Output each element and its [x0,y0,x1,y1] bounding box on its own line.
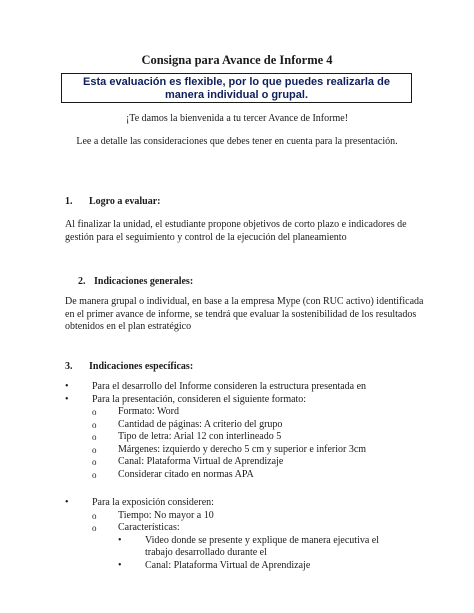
section-2-body: De manera grupal o individual, en base a la empresa Mype (con RUC activo) identificada en el primer avance de informe, se tendrá que evaluar la sostenibilidad de los resultados obtenidos en el plan estratégico [65,296,424,332]
format-item: o Canal: Plataforma Virtual de Aprendizaje [92,456,284,467]
circle-bullet-icon: o [92,407,97,417]
format-item: o Cantidad de páginas: A criterio del grupo [92,418,283,430]
section-3-number: 3. [65,361,73,372]
circle-bullet-icon: o [92,444,97,455]
welcome-text: ¡Te damos la bienvenida a tu tercer Avance de Informe! [125,113,349,124]
format-item: o Considerar citado en normas APA [92,468,254,480]
bullet-icon: • [118,559,122,571]
section-3-title: Indicaciones específicas: [89,361,194,372]
circle-bullet-icon: o [92,523,97,533]
format-item: o Tipo de letra: Arial 12 con interlineado 5 [92,431,282,442]
section-1-title: Logro a evaluar: [89,196,161,207]
section-1-body: Al finalizar la unidad, el estudiante propone objetivos de corto plazo e indicadores de gestión para el seguimiento y control de la ejecución del planeamiento [65,219,407,243]
bullet-icon: • [65,381,69,392]
section-2-title: Indicaciones generales: [94,276,194,287]
bullet-icon: • [118,534,122,546]
section-2-number: 2. [78,276,86,287]
list-item: • Para el desarrollo del Informe consideren la estructura presentada en [65,381,367,392]
circle-bullet-icon: o [92,419,97,430]
flexibility-notice-box: Esta evaluación es flexible, por lo que puedes realizarla de manera individual o grupal. [61,73,412,103]
circle-bullet-icon: o [92,432,97,442]
specific-indications-list [65,381,445,572]
format-item: o Márgenes: izquierdo y derecho 5 cm y superior e inferior 3cm [92,443,367,455]
instructions-text: Lee a detalle las consideraciones que debes tener en cuenta para la presentación. [76,136,398,147]
document-title: Consigna para Avance de Informe 4 [141,53,333,67]
characteristics-item: • Canal: Plataforma Virtual de Aprendizaje [118,559,311,571]
circle-bullet-icon: o [92,510,97,521]
section-3-heading [65,361,193,372]
exposition-item: o Características: [92,522,180,533]
format-item: o Formato: Word [92,406,179,417]
exposition-item: o Tiempo: No mayor a 10 [92,509,214,521]
section-1-heading [65,196,160,207]
bullet-icon: • [65,497,69,508]
section-1-number: 1. [65,196,73,207]
circle-bullet-icon: o [92,469,97,480]
list-item: • Para la presentación, consideren el siguiente formato: [65,393,307,405]
circle-bullet-icon: o [92,457,97,467]
characteristics-item: • Video donde se presente y explique de manera ejecutiva el trabajo desarrollado durante el [118,534,380,558]
bullet-icon: • [65,393,69,405]
list-item: • Para la exposición consideren: [65,497,214,508]
section-2-heading [78,276,193,287]
